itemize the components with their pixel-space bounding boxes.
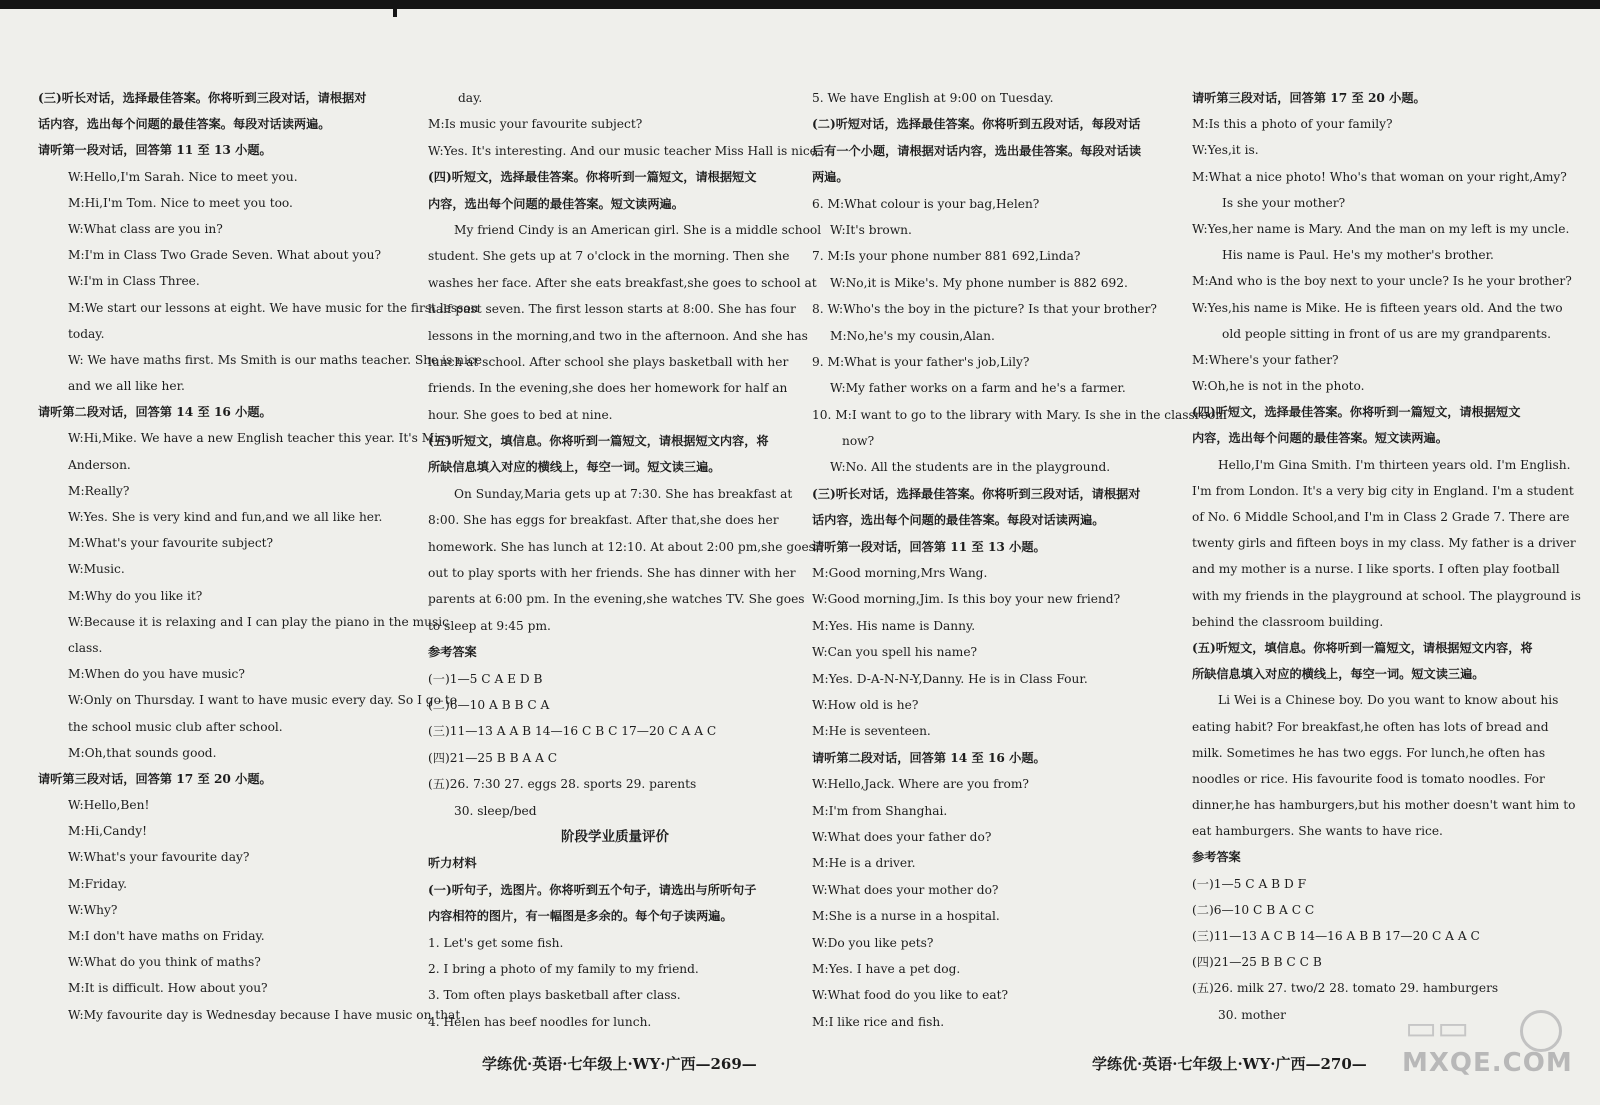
passage-line: I'm from London. It's a very big city in England. I'm a student [1192,483,1574,498]
sentence-line: 4. Helen has beef noodles for lunch. [428,1014,652,1029]
dialogue-line: M:Good morning,Mrs Wang. [812,566,988,581]
watermark-circle-icon [1520,1010,1562,1052]
passage-line: On Sunday,Maria gets up at 7:30. She has breakfast at [454,486,793,501]
section-heading: (三)听长对话，选择最佳答案。你将听到三段对话，请根据对 [812,486,1141,501]
section-heading: (五)听短文，填信息。你将听到一篇短文，请根据短文内容，将 [1192,640,1533,655]
passage-line: washes her face. After she eats breakfast,she goes to school at [428,275,817,290]
passage-line: lessons in the morning,and two in the afternoon. And she has [428,328,808,343]
page-footer-270: 学练优·英语·七年级上·WY·广西—270— [1092,1055,1367,1073]
section-heading: (二)听短对话，选择最佳答案。你将听到五段对话，每段对话 [812,117,1141,132]
dialogue-line: W:Do you like pets? [812,935,934,950]
dialogue-line: old people sitting in front of us are my grandparents. [1222,326,1552,341]
dialogue-line: 10. M:I want to go to the library with Mary. Is she in the classroom [812,407,1227,422]
dialogue-line: class. [68,640,103,655]
instruction: 请听第二段对话，回答第 14 至 16 小题。 [38,405,272,420]
dialogue-line: day. [458,91,483,105]
dialogue-line: M:Friday. [68,876,127,891]
dialogue-line: W:What food do you like to eat? [812,988,1009,1003]
dialogue-line: M:Where's your father? [1192,352,1339,367]
dialogue-line: now? [842,434,875,449]
instruction: 请听第二段对话，回答第 14 至 16 小题。 [812,750,1046,765]
dialogue-line: W:What does your mother do? [812,882,999,897]
section-heading: (五)听短文，填信息。你将听到一篇短文，请根据短文内容，将 [428,434,769,449]
answer-line: (二)6—10 C B A C C [1192,902,1315,917]
section-heading: 后有一个小题，请根据对话内容，选出最佳答案。每段对话读 [812,143,1142,158]
passage-line: behind the classroom building. [1192,614,1384,629]
dialogue-line: W: We have maths first. Ms Smith is our maths teacher. She is nice [68,352,482,367]
passage-line: student. She gets up at 7 o'clock in the morning. Then she [428,249,790,264]
sentence-line: 3. Tom often plays basketball after class. [428,988,681,1003]
dialogue-line: M:I'm in Class Two Grade Seven. What about you? [68,248,382,263]
dialogue-line: M:She is a nurse in a hospital. [812,909,1000,924]
answer-line: (四)21—25 B B A A C [428,750,558,765]
watermark-logo-icon: ▭▭ [1405,1008,1470,1048]
answer-line: (五)26. milk 27. two/2 28. tomato 29. hamburgers [1192,981,1499,996]
dialogue-line: W:Yes,her name is Mary. And the man on my left is my uncle. [1192,221,1570,236]
column-4 [1192,85,1581,1028]
dialogue-line: M:What's your favourite subject? [68,536,274,551]
section-heading: 所缺信息填入对应的横线上，每空一词。短文读三遍。 [1192,667,1485,682]
dialogue-line: M:Really? [68,483,130,498]
dialogue-line: W:What does your father do? [812,829,992,844]
section-heading: (一)听句子，选图片。你将听到五个句子，请选出与所听句子 [428,882,757,897]
dialogue-line: W:It's brown. [830,222,912,237]
dialogue-line: M:When do you have music? [68,667,245,682]
passage-line: to sleep at 9:45 pm. [428,618,551,633]
passage-line: of No. 6 Middle School,and I'm in Class 2 Grade 7. There are [1192,510,1570,524]
page-footer-269: 学练优·英语·七年级上·WY·广西—269— [482,1055,757,1073]
passage-line: parents at 6:00 pm. In the evening,she watches TV. She goes [428,592,805,607]
section-heading: (四)听短文，选择最佳答案。你将听到一篇短文，请根据短文 [428,170,757,185]
dialogue-line: W:Yes,his name is Mike. He is fifteen years old. And the two [1192,300,1563,315]
passage-line: out to play sports with her friends. She has dinner with her [428,566,796,581]
section-title: 阶段学业质量评价 [561,828,669,845]
dialogue-line: M:Yes. I have a pet dog. [812,961,961,976]
passage-line: with my friends in the playground at school. The playground is [1192,588,1581,603]
dialogue-line: W:How old is he? [812,697,919,712]
dialogue-line: W:No,it is Mike's. My phone number is 882 692. [830,275,1128,290]
answer-line: (四)21—25 B B C C B [1192,955,1322,970]
dialogue-line: W:What do you think of maths? [68,955,261,970]
dialogue-line: Is she your mother? [1222,195,1346,210]
section-heading: 话内容，选出每个问题的最佳答案。每段对话读两遍。 [812,513,1105,528]
passage-line: eating habit? For breakfast,he often has lots of bread and [1192,719,1549,734]
passage-line: noodles or rice. His favourite food is tomato noodles. For [1192,771,1545,786]
top-edge-shadow [0,0,1600,9]
dialogue-line: W:Yes. It's interesting. And our music teacher Miss Hall is nice. [428,143,821,158]
dialogue-line: M:Yes. D-A-N-N-Y,Danny. He is in Class Four. [812,671,1088,686]
dialogue-line: W:No. All the students are in the playground. [830,460,1111,475]
dialogue-line: M:Is this a photo of your family? [1192,117,1393,132]
column-2 [428,85,822,1035]
sentence-line: 5. We have English at 9:00 on Tuesday. [812,91,1054,105]
dialogue-line: M:He is seventeen. [812,724,931,739]
passage-line: My friend Cindy is an American girl. She is a middle school [454,222,822,237]
dialogue-line: 8. W:Who's the boy in the picture? Is that your brother? [812,302,1157,317]
answer-line: (三)11—13 A A B 14—16 C B C 17—20 C A A C [428,724,717,739]
dialogue-line: M:Oh,that sounds good. [68,745,217,760]
dialogue-line: M:What a nice photo! Who's that woman on your right,Amy? [1192,169,1567,184]
instruction: 请听第三段对话，回答第 17 至 20 小题。 [1192,91,1426,105]
passage-line: twenty girls and fifteen boys in my class. My father is a driver [1192,536,1576,551]
dialogue-line: W:Good morning,Jim. Is this boy your new friend? [812,592,1121,607]
section-heading: 内容相符的图片，有一幅图是多余的。每个句子读两遍。 [428,909,733,924]
instruction: 请听第一段对话，回答第 11 至 13 小题。 [38,143,272,158]
passage-line: Hello,I'm Gina Smith. I'm thirteen years old. I'm English. [1218,457,1571,472]
dialogue-line: 7. M:Is your phone number 881 692,Linda? [812,249,1081,264]
dialogue-line: M:I don't have maths on Friday. [68,929,265,943]
passage-line: and my mother is a nurse. I like sports. I often play football [1192,562,1560,577]
passage-line: friends. In the evening,she does her homework for half an [428,381,788,396]
watermark-text: MXQE.COM [1402,1048,1573,1078]
dialogue-line: W:Only on Thursday. I want to have music every day. So I go to [68,693,458,708]
answer-line: 30. sleep/bed [454,803,537,818]
dialogue-line: W:Why? [68,902,118,917]
passage-line: milk. Sometimes he has two eggs. For lunch,he often has [1192,745,1546,760]
passage-line: 8:00. She has eggs for breakfast. After that,she does her [428,513,779,528]
dialogue-line: M:I like rice and fish. [812,1014,945,1029]
dialogue-line: W:My father works on a farm and he's a farmer. [830,381,1126,396]
dialogue-line: M:No,he's my cousin,Alan. [830,328,995,343]
dialogue-line: M:Yes. His name is Danny. [812,618,976,633]
dialogue-line: M:It is difficult. How about you? [68,981,268,996]
dialogue-line: and we all like her. [68,379,185,394]
dialogue-line: His name is Paul. He's my mother's brother. [1222,248,1494,263]
subsection-title: 听力材料 [428,856,477,871]
dialogue-line: M:Is music your favourite subject? [428,117,643,132]
passage-line: Li Wei is a Chinese boy. Do you want to know about his [1218,693,1559,708]
dialogue-line: W:Yes. She is very kind and fun,and we all like her. [68,510,383,524]
section-heading: 两遍。 [812,170,849,185]
dialogue-line: W:Hi,Mike. We have a new English teacher this year. It's Miss [68,431,451,446]
section-heading: 内容，选出每个问题的最佳答案。短文读两遍。 [428,196,684,211]
answer-line: 30. mother [1218,1007,1286,1022]
dialogue-line: W:Hello,Ben! [68,798,150,813]
dialogue-line: M:Hi,Candy! [68,824,148,839]
dialogue-line: W:Music. [68,562,125,577]
answer-line: (一)1—5 C A B D F [1192,876,1307,891]
dialogue-line: W:Can you spell his name? [812,645,978,660]
answer-line: (三)11—13 A C B 14—16 A B B 17—20 C A A C [1192,929,1480,943]
passage-line: lunch at school. After school she plays basketball with her [428,354,789,369]
dialogue-line: W:My favourite day is Wednesday because I have music on that [68,1007,461,1022]
answer-line: (一)1—5 C A E D B [428,671,543,686]
dialogue-line: W:What's your favourite day? [68,850,250,865]
instruction: 请听第三段对话，回答第 17 至 20 小题。 [38,771,272,786]
section-heading: 所缺信息填入对应的横线上，每空一词。短文读三遍。 [428,460,721,475]
section-heading: (三)听长对话，选择最佳答案。你将听到三段对话，请根据对 [38,91,367,105]
section-heading: 话内容，选出每个问题的最佳答案。每段对话读两遍。 [38,117,331,132]
dialogue-line: today. [68,326,105,341]
dialogue-line: M:And who is the boy next to your uncle? Is he your brother? [1192,274,1572,289]
passage-line: half past seven. The first lesson starts at 8:00. She has four [428,302,796,317]
dialogue-line: the school music club after school. [68,719,283,734]
dialogue-line: 9. M:What is your father's job,Lily? [812,354,1030,369]
dialogue-line: M:Why do you like it? [68,588,203,603]
dialogue-line: W:Hello,I'm Sarah. Nice to meet you. [68,169,298,184]
sentence-line: 1. Let's get some fish. [428,935,564,950]
sentence-line: 2. I bring a photo of my family to my friend. [428,961,699,976]
dialogue-line: W:Oh,he is not in the photo. [1192,379,1365,394]
dialogue-line: 6. M:What colour is your bag,Helen? [812,196,1040,211]
answer-key-title: 参考答案 [428,645,477,660]
dialogue-line: M:We start our lessons at eight. We have music for the first lesson [68,300,479,315]
dialogue-line: W:I'm in Class Three. [68,274,200,289]
passage-line: dinner,he has hamburgers,but his mother doesn't want him to [1192,798,1576,813]
instruction: 请听第一段对话，回答第 11 至 13 小题。 [812,539,1046,554]
passage-line: homework. She has lunch at 12:10. At about 2:00 pm,she goes [428,539,815,554]
dialogue-line: M:I'm from Shanghai. [812,803,948,818]
section-heading: (四)听短文，选择最佳答案。你将听到一篇短文，请根据短文 [1192,405,1521,420]
answer-key-title: 参考答案 [1192,850,1241,865]
dialogue-line: W:Because it is relaxing and I can play the piano in the music [68,614,449,629]
dialogue-line: Anderson. [68,457,131,472]
dialogue-line: W:Yes,it is. [1192,143,1259,158]
dialogue-line: W:What class are you in? [68,221,223,236]
dialogue-line: M:He is a driver. [812,856,916,871]
dialogue-line: W:Hello,Jack. Where are you from? [812,777,1029,792]
answer-line: (二)6—10 A B B C A [428,697,550,712]
section-heading: 内容，选出每个问题的最佳答案。短文读两遍。 [1192,431,1448,446]
answer-line: (五)26. 7:30 27. eggs 28. sports 29. parents [428,777,697,792]
dialogue-line: M:Hi,I'm Tom. Nice to meet you too. [68,195,293,210]
passage-line: hour. She goes to bed at nine. [428,407,613,422]
passage-line: eat hamburgers. She wants to have rice. [1192,824,1443,839]
